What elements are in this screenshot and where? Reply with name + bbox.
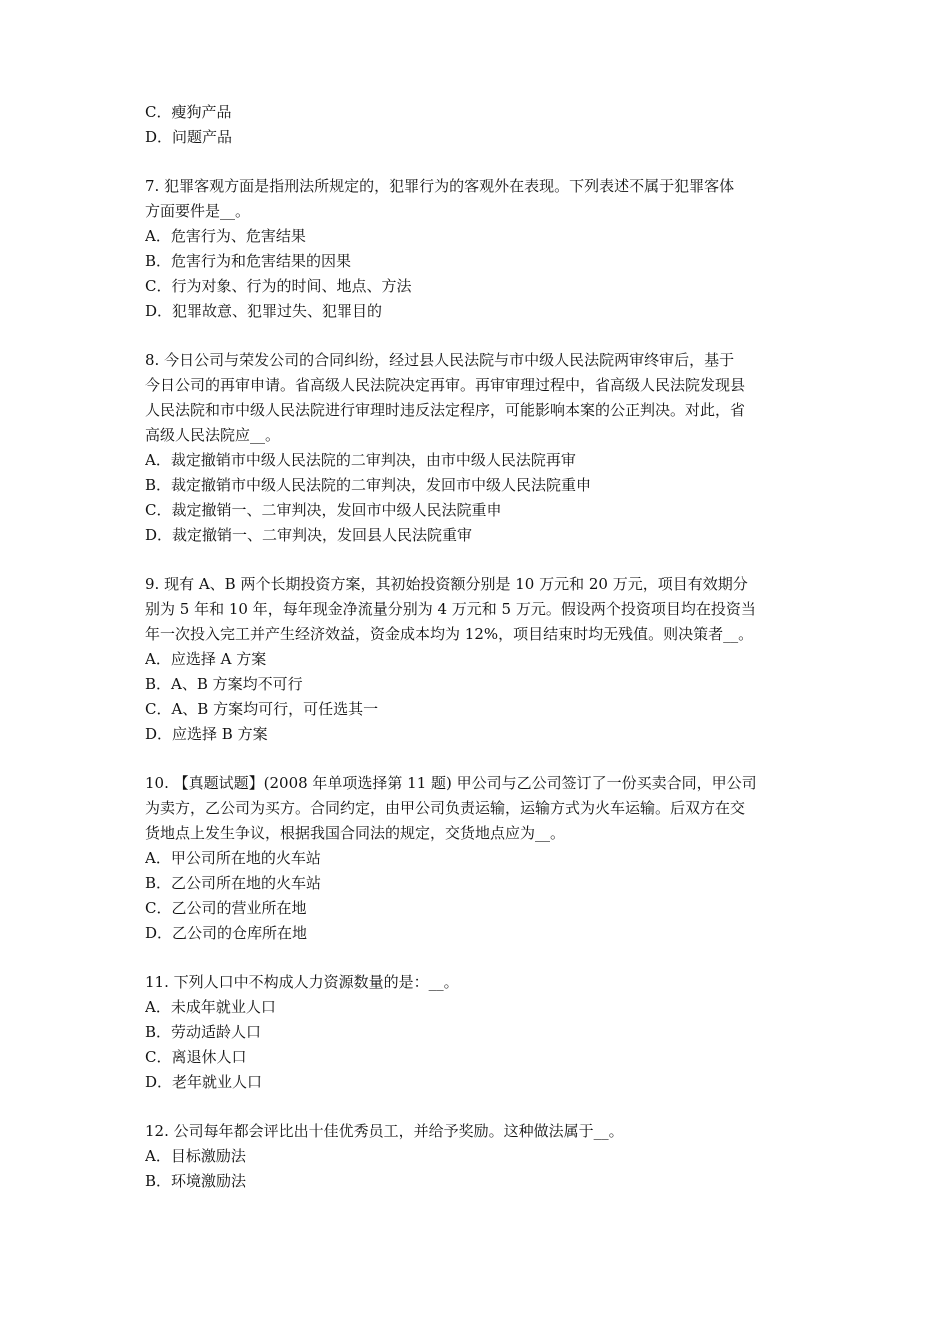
question-stem-line: 年一次投入完工并产生经济效益，资金成本均为 12%，项目结束时均无残值。则决策者__。	[145, 625, 754, 643]
option-line: C．A、B 方案均可行，可任选其一	[145, 700, 379, 718]
option-line: A．应选择 A 方案	[145, 650, 267, 668]
question-10	[145, 771, 825, 946]
option-line: B．危害行为和危害结果的因果	[145, 252, 352, 270]
option-line: D．乙公司的仓库所在地	[145, 924, 308, 942]
question-stem-line: 12. 公司每年都会评比出十佳优秀员工，并给予奖励。这种做法属于__。	[145, 1122, 624, 1140]
option-line: A．未成年就业人口	[145, 998, 276, 1016]
option-line: C．裁定撤销一、二审判决，发回市中级人民法院重申	[145, 501, 502, 519]
question-7	[145, 174, 825, 324]
option-line: B．裁定撤销市中级人民法院的二审判决，发回市中级人民法院重申	[145, 476, 592, 494]
option-line: D．裁定撤销一、二审判决，发回县人民法院重审	[145, 526, 473, 544]
question-stem-line: 10. 【真题试题】(2008 年单项选择第 11 题) 甲公司与乙公司签订了一份买卖合同，甲公司	[145, 774, 757, 792]
document-page	[145, 100, 825, 1194]
option-line: C．行为对象、行为的时间、地点、方法	[145, 277, 412, 295]
option-line: A．裁定撤销市中级人民法院的二审判决，由市中级人民法院再审	[145, 451, 576, 469]
option-line: B．环境激励法	[145, 1172, 247, 1190]
option-line: A．甲公司所在地的火车站	[145, 849, 321, 867]
question-12	[145, 1119, 825, 1194]
option-line: B．乙公司所在地的火车站	[145, 874, 322, 892]
option-line: A．危害行为、危害结果	[145, 227, 306, 245]
option-line: A．目标激励法	[145, 1147, 246, 1165]
option-line: D．犯罪故意、犯罪过失、犯罪目的	[145, 302, 383, 320]
question-stem-line: 高级人民法院应__。	[145, 426, 281, 444]
question-stem-line: 人民法院和市中级人民法院进行审理时违反法定程序，可能影响本案的公正判决。对此，省	[145, 401, 746, 419]
question-11	[145, 970, 825, 1095]
question-9	[145, 572, 825, 747]
option-line: D．应选择 B 方案	[145, 725, 268, 743]
question-stem-line: 货地点上发生争议，根据我国合同法的规定，交货地点应为__。	[145, 824, 566, 842]
question-stem-line: 9. 现有 A、B 两个长期投资方案，其初始投资额分别是 10 万元和 20 万元，项目有效期分	[145, 575, 748, 593]
option-line: D．老年就业人口	[145, 1073, 263, 1091]
option-line: C．瘦狗产品	[145, 103, 232, 121]
option-line: D．问题产品	[145, 128, 233, 146]
question-stem-line: 别为 5 年和 10 年，每年现金净流量分别为 4 万元和 5 万元。假设两个投资项目均在投资当	[145, 600, 756, 618]
option-line: B．A、B 方案均不可行	[145, 675, 303, 693]
question-stem-line: 今日公司的再审申请。省高级人民法院决定再审。再审审理过程中，省高级人民法院发现县	[145, 376, 746, 394]
option-line: C．离退休人口	[145, 1048, 247, 1066]
question-stem-line: 11. 下列人口中不构成人力资源数量的是：__。	[145, 973, 459, 991]
question-stem-line: 为卖方，乙公司为买方。合同约定，由甲公司负责运输，运输方式为火车运输。后双方在交	[145, 799, 746, 817]
question-8	[145, 348, 825, 548]
question-stem-line: 方面要件是__。	[145, 202, 251, 220]
lead-options	[145, 100, 825, 150]
question-stem-line: 7. 犯罪客观方面是指刑法所规定的，犯罪行为的客观外在表现。下列表述不属于犯罪客体	[145, 177, 735, 195]
option-line: C．乙公司的营业所在地	[145, 899, 307, 917]
option-line: B．劳动适龄人口	[145, 1023, 262, 1041]
question-stem-line: 8. 今日公司与荣发公司的合同纠纷，经过县人民法院与市中级人民法院两审终审后，基于	[145, 351, 735, 369]
